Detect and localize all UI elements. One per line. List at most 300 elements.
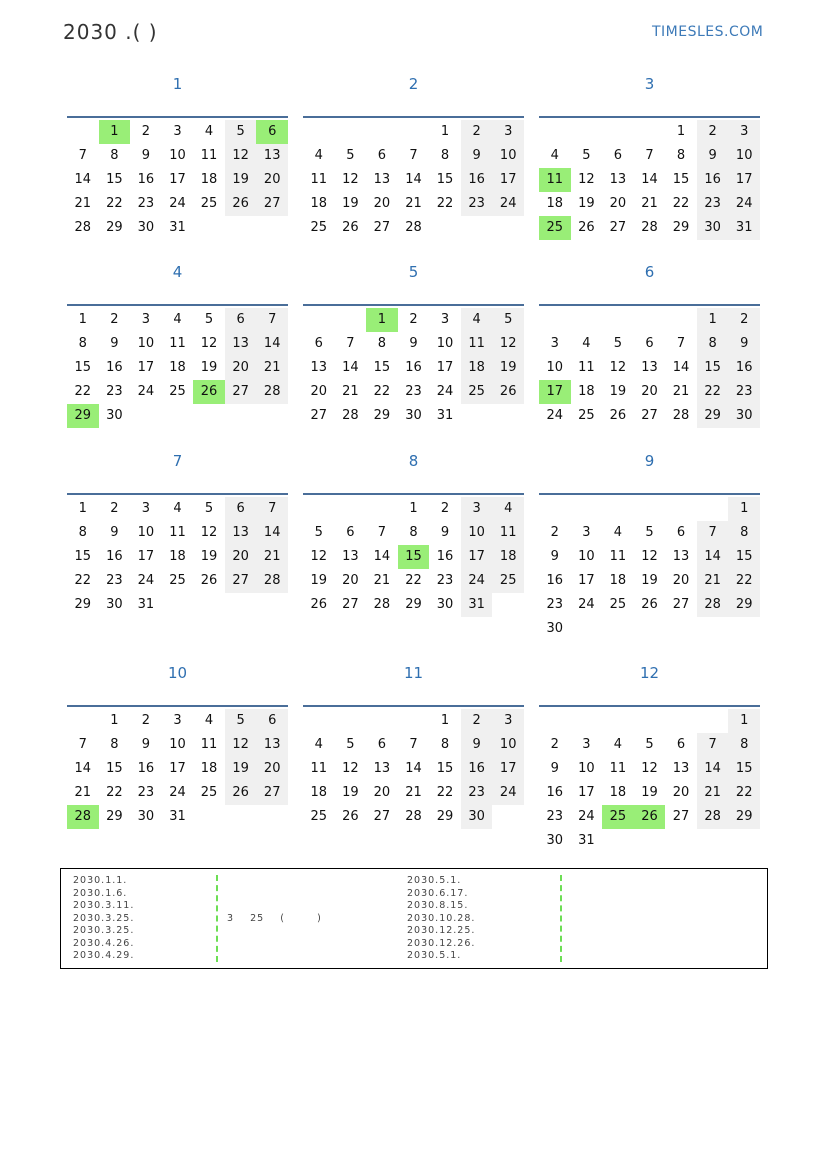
holiday-day-cell: 1	[366, 308, 398, 332]
day-cell: 25	[200, 785, 218, 800]
day-cell: 5	[645, 525, 654, 540]
day-cell: 2	[461, 120, 493, 144]
legend-divider	[216, 875, 220, 962]
day-cell: 26	[200, 573, 218, 588]
day-cell: 31	[137, 597, 155, 612]
day-cell: 21	[697, 569, 729, 593]
day-cell: 19	[200, 549, 218, 564]
day-cell: 13	[609, 172, 627, 187]
day-cell: 30	[697, 216, 729, 240]
day-cell: 29	[697, 404, 729, 428]
day-cell: 29	[728, 805, 760, 829]
day-cell: 4	[314, 148, 323, 163]
day-cell: 28	[256, 569, 288, 593]
day-cell: 1	[728, 497, 760, 521]
month-block	[539, 451, 760, 641]
day-cell: 27	[310, 408, 328, 423]
legend-date: 2030.3.11.	[73, 900, 135, 911]
day-cell: 11	[578, 360, 595, 375]
day-cell: 6	[256, 709, 288, 733]
day-cell: 12	[225, 733, 257, 757]
day-cell: 27	[225, 569, 257, 593]
day-cell: 24	[492, 781, 524, 805]
day-cell: 15	[74, 549, 92, 564]
day-cell: 5	[613, 336, 623, 351]
day-cell: 23	[728, 380, 760, 404]
day-cell: 17	[578, 785, 595, 800]
day-cell: 8	[110, 737, 119, 752]
day-cell: 19	[225, 757, 257, 781]
holiday-day-cell: 26	[634, 805, 666, 829]
day-cell: 20	[225, 545, 257, 569]
day-cell: 18	[169, 360, 186, 375]
month-block	[67, 663, 288, 853]
day-cell: 14	[256, 332, 288, 356]
month-grid	[67, 493, 288, 645]
day-cell: 14	[74, 761, 92, 776]
day-cell: 3	[492, 120, 524, 144]
day-cell: 23	[137, 785, 155, 800]
day-cell: 7	[697, 733, 729, 757]
day-cell: 2	[110, 501, 119, 516]
day-cell: 21	[74, 785, 92, 800]
day-cell: 25	[310, 809, 328, 824]
day-cell: 12	[200, 336, 218, 351]
day-cell: 21	[405, 785, 422, 800]
day-cell: 13	[256, 144, 288, 168]
day-cell: 24	[137, 573, 155, 588]
day-cell: 23	[697, 192, 729, 216]
day-cell: 11	[169, 525, 186, 540]
day-cell: 19	[200, 360, 218, 375]
day-cell: 17	[137, 360, 155, 375]
day-cell: 19	[609, 384, 627, 399]
month-title: 12	[639, 664, 660, 682]
day-cell: 13	[342, 549, 359, 564]
month-title: 4	[172, 263, 183, 281]
day-cell: 3	[173, 124, 182, 139]
day-cell: 24	[137, 384, 155, 399]
day-cell: 7	[409, 148, 418, 163]
day-cell: 7	[78, 148, 87, 163]
day-cell: 7	[256, 308, 288, 332]
day-cell: 12	[641, 761, 658, 776]
day-cell: 13	[256, 733, 288, 757]
day-cell: 1	[728, 709, 760, 733]
day-cell: 9	[110, 525, 119, 540]
day-cell: 18	[310, 785, 328, 800]
day-cell: 5	[582, 148, 591, 163]
day-cell: 28	[672, 408, 690, 423]
day-cell: 4	[204, 713, 214, 728]
day-cell: 7	[377, 525, 387, 540]
month-title: 11	[403, 664, 424, 682]
day-cell: 5	[314, 525, 323, 540]
day-cell: 22	[74, 573, 92, 588]
day-cell: 4	[613, 525, 623, 540]
day-cell: 30	[728, 404, 760, 428]
day-cell: 4	[582, 336, 591, 351]
day-cell: 24	[546, 408, 564, 423]
day-cell: 7	[645, 148, 654, 163]
day-cell: 5	[204, 501, 214, 516]
day-cell: 17	[461, 545, 493, 569]
day-cell: 30	[106, 408, 123, 423]
day-cell: 20	[342, 573, 359, 588]
day-cell: 17	[137, 549, 155, 564]
month-grid	[67, 705, 288, 857]
day-cell: 15	[436, 761, 454, 776]
day-cell: 11	[461, 332, 493, 356]
day-cell: 1	[78, 312, 87, 327]
day-cell: 19	[492, 356, 524, 380]
day-cell: 10	[436, 336, 454, 351]
day-cell: 10	[546, 360, 564, 375]
day-cell: 15	[373, 360, 391, 375]
day-cell: 22	[436, 196, 454, 211]
day-cell: 8	[676, 148, 686, 163]
day-cell: 4	[613, 737, 623, 752]
day-cell: 1	[676, 124, 686, 139]
day-cell: 7	[697, 521, 729, 545]
day-cell: 4	[314, 737, 323, 752]
day-cell: 23	[405, 384, 422, 399]
day-cell: 5	[346, 148, 355, 163]
month-block	[67, 74, 288, 264]
day-cell: 19	[310, 573, 328, 588]
month-grid	[303, 116, 524, 268]
day-cell: 24	[578, 597, 595, 612]
day-cell: 11	[492, 521, 524, 545]
day-cell: 18	[546, 196, 564, 211]
day-cell: 20	[225, 356, 257, 380]
day-cell: 12	[225, 144, 257, 168]
day-cell: 17	[728, 168, 760, 192]
day-cell: 26	[225, 192, 257, 216]
day-cell: 13	[641, 360, 658, 375]
month-title: 1	[172, 75, 183, 93]
day-cell: 25	[310, 220, 328, 235]
day-cell: 1	[697, 308, 729, 332]
day-cell: 13	[373, 172, 391, 187]
day-cell: 28	[342, 408, 359, 423]
day-cell: 10	[492, 144, 524, 168]
day-cell: 26	[342, 220, 359, 235]
day-cell: 13	[310, 360, 328, 375]
day-cell: 12	[342, 172, 359, 187]
day-cell: 21	[697, 781, 729, 805]
day-cell: 2	[728, 308, 760, 332]
legend-date: 2030.5.1.	[407, 950, 462, 961]
day-cell: 28	[697, 805, 729, 829]
day-cell: 2	[141, 124, 151, 139]
day-cell: 1	[110, 713, 119, 728]
day-cell: 19	[342, 196, 359, 211]
day-cell: 30	[546, 833, 564, 848]
legend-note: 3 25 ( )	[227, 913, 322, 924]
day-cell: 14	[697, 757, 729, 781]
day-cell: 21	[74, 196, 92, 211]
day-cell: 20	[373, 785, 391, 800]
day-cell: 21	[342, 384, 359, 399]
day-cell: 14	[641, 172, 658, 187]
day-cell: 10	[169, 737, 186, 752]
day-cell: 6	[676, 737, 686, 752]
legend-date: 2030.1.6.	[73, 887, 128, 899]
day-cell: 8	[728, 521, 760, 545]
day-cell: 25	[492, 569, 524, 593]
legend-right-dates	[407, 875, 475, 963]
month-block	[539, 262, 760, 452]
day-cell: 16	[728, 356, 760, 380]
day-cell: 31	[169, 220, 186, 235]
day-cell: 25	[169, 384, 186, 399]
day-cell: 27	[641, 408, 658, 423]
day-cell: 28	[74, 220, 92, 235]
day-cell: 27	[225, 380, 257, 404]
day-cell: 28	[373, 597, 391, 612]
day-cell: 18	[578, 384, 595, 399]
holiday-day-cell: 29	[67, 404, 99, 428]
day-cell: 21	[405, 196, 422, 211]
day-cell: 8	[697, 332, 729, 356]
day-cell: 29	[405, 597, 422, 612]
month-grid	[539, 493, 760, 645]
day-cell: 12	[310, 549, 328, 564]
legend-date: 2030.12.25.	[407, 925, 476, 936]
day-cell: 18	[609, 785, 627, 800]
day-cell: 3	[461, 497, 493, 521]
month-grid	[67, 304, 288, 456]
day-cell: 8	[377, 336, 387, 351]
day-cell: 14	[342, 360, 359, 375]
day-cell: 5	[204, 312, 214, 327]
day-cell: 17	[169, 172, 186, 187]
day-cell: 21	[256, 356, 288, 380]
holiday-legend	[60, 868, 768, 969]
day-cell: 8	[78, 336, 87, 351]
day-cell: 29	[672, 220, 690, 235]
day-cell: 5	[645, 737, 654, 752]
month-grid	[539, 304, 760, 456]
day-cell: 11	[310, 172, 328, 187]
day-cell: 17	[169, 761, 186, 776]
day-cell: 25	[200, 196, 218, 211]
day-cell: 30	[106, 597, 123, 612]
day-cell: 3	[440, 312, 450, 327]
day-cell: 5	[492, 308, 524, 332]
month-grid	[539, 705, 760, 857]
site-logo[interactable]: TIMESLES.COM	[652, 24, 764, 40]
day-cell: 30	[137, 220, 155, 235]
day-cell: 16	[106, 360, 123, 375]
day-cell: 23	[106, 384, 123, 399]
day-cell: 9	[141, 148, 151, 163]
day-cell: 12	[492, 332, 524, 356]
holiday-day-cell: 6	[256, 120, 288, 144]
day-cell: 31	[578, 833, 595, 848]
day-cell: 7	[78, 737, 87, 752]
day-cell: 12	[609, 360, 627, 375]
day-cell: 23	[546, 809, 564, 824]
day-cell: 18	[169, 549, 186, 564]
day-cell: 4	[173, 312, 182, 327]
day-cell: 28	[641, 220, 658, 235]
day-cell: 10	[728, 144, 760, 168]
day-cell: 15	[106, 172, 123, 187]
day-cell: 14	[256, 521, 288, 545]
day-cell: 30	[137, 809, 155, 824]
day-cell: 22	[106, 196, 123, 211]
day-cell: 15	[697, 356, 729, 380]
day-cell: 13	[672, 549, 690, 564]
day-cell: 9	[550, 549, 559, 564]
day-cell: 17	[578, 573, 595, 588]
day-cell: 23	[137, 196, 155, 211]
day-cell: 9	[697, 144, 729, 168]
day-cell: 10	[578, 549, 595, 564]
day-cell: 7	[346, 336, 355, 351]
day-cell: 26	[578, 220, 595, 235]
day-cell: 9	[141, 737, 151, 752]
day-cell: 27	[342, 597, 359, 612]
day-cell: 16	[546, 785, 564, 800]
day-cell: 19	[342, 785, 359, 800]
day-cell: 20	[256, 757, 288, 781]
day-cell: 27	[373, 809, 391, 824]
day-cell: 16	[137, 172, 155, 187]
month-block	[303, 451, 524, 641]
day-cell: 31	[461, 593, 493, 617]
day-cell: 22	[697, 380, 729, 404]
day-cell: 28	[405, 809, 422, 824]
day-cell: 10	[461, 521, 493, 545]
day-cell: 16	[697, 168, 729, 192]
day-cell: 18	[492, 545, 524, 569]
month-title: 10	[167, 664, 188, 682]
day-cell: 8	[440, 148, 450, 163]
month-title: 5	[408, 263, 419, 281]
day-cell: 21	[641, 196, 658, 211]
month-block	[303, 74, 524, 264]
day-cell: 18	[461, 356, 493, 380]
month-block	[67, 262, 288, 452]
legend-date: 2030.1.1.	[73, 875, 128, 886]
month-block	[539, 663, 760, 853]
day-cell: 14	[373, 549, 391, 564]
day-cell: 6	[613, 148, 623, 163]
day-cell: 20	[310, 384, 328, 399]
day-cell: 9	[409, 336, 418, 351]
legend-date: 2030.5.1.	[407, 875, 462, 886]
day-cell: 28	[405, 220, 422, 235]
month-grid	[303, 493, 524, 645]
day-cell: 2	[141, 713, 151, 728]
day-cell: 2	[550, 737, 559, 752]
day-cell: 11	[609, 761, 627, 776]
day-cell: 13	[225, 521, 257, 545]
day-cell: 6	[645, 336, 654, 351]
day-cell: 25	[609, 597, 627, 612]
month-grid	[539, 116, 760, 268]
day-cell: 2	[409, 312, 418, 327]
day-cell: 3	[582, 737, 591, 752]
day-cell: 3	[582, 525, 591, 540]
day-cell: 24	[436, 384, 454, 399]
holiday-day-cell: 25	[602, 805, 634, 829]
day-cell: 26	[609, 408, 627, 423]
day-cell: 9	[461, 144, 493, 168]
month-block	[539, 74, 760, 264]
day-cell: 23	[461, 781, 493, 805]
day-cell: 26	[310, 597, 328, 612]
day-cell: 29	[728, 593, 760, 617]
day-cell: 17	[492, 757, 524, 781]
day-cell: 29	[74, 597, 92, 612]
day-cell: 8	[440, 737, 450, 752]
day-cell: 25	[169, 573, 186, 588]
day-cell: 27	[256, 192, 288, 216]
holiday-day-cell: 15	[398, 545, 430, 569]
day-cell: 9	[440, 525, 450, 540]
day-cell: 26	[641, 597, 658, 612]
day-cell: 20	[256, 168, 288, 192]
day-cell: 10	[492, 733, 524, 757]
day-cell: 29	[106, 809, 123, 824]
day-cell: 19	[641, 785, 658, 800]
day-cell: 15	[728, 757, 760, 781]
day-cell: 13	[672, 761, 690, 776]
day-cell: 20	[672, 785, 690, 800]
day-cell: 11	[200, 148, 218, 163]
day-cell: 14	[697, 545, 729, 569]
day-cell: 22	[373, 384, 391, 399]
day-cell: 18	[609, 573, 627, 588]
day-cell: 1	[78, 501, 87, 516]
day-cell: 30	[405, 408, 422, 423]
day-cell: 3	[141, 312, 151, 327]
day-cell: 31	[728, 216, 760, 240]
day-cell: 20	[609, 196, 627, 211]
day-cell: 9	[110, 336, 119, 351]
day-cell: 11	[200, 737, 218, 752]
legend-date: 2030.10.28.	[407, 912, 476, 924]
day-cell: 2	[440, 501, 450, 516]
day-cell: 10	[578, 761, 595, 776]
day-cell: 19	[578, 196, 595, 211]
day-cell: 18	[200, 172, 218, 187]
month-block	[67, 451, 288, 641]
legend-date: 2030.4.29.	[73, 950, 135, 961]
day-cell: 15	[436, 172, 454, 187]
holiday-day-cell: 11	[539, 168, 571, 192]
day-cell: 23	[436, 573, 454, 588]
holiday-day-cell: 28	[67, 805, 99, 829]
day-cell: 28	[697, 593, 729, 617]
day-cell: 13	[225, 332, 257, 356]
day-cell: 5	[225, 120, 257, 144]
day-cell: 6	[225, 497, 257, 521]
day-cell: 15	[74, 360, 92, 375]
legend-date: 2030.8.15.	[407, 900, 469, 911]
day-cell: 14	[405, 172, 422, 187]
day-cell: 15	[106, 761, 123, 776]
day-cell: 29	[106, 220, 123, 235]
day-cell: 22	[728, 781, 760, 805]
day-cell: 20	[672, 573, 690, 588]
day-cell: 26	[492, 380, 524, 404]
day-cell: 8	[110, 148, 119, 163]
